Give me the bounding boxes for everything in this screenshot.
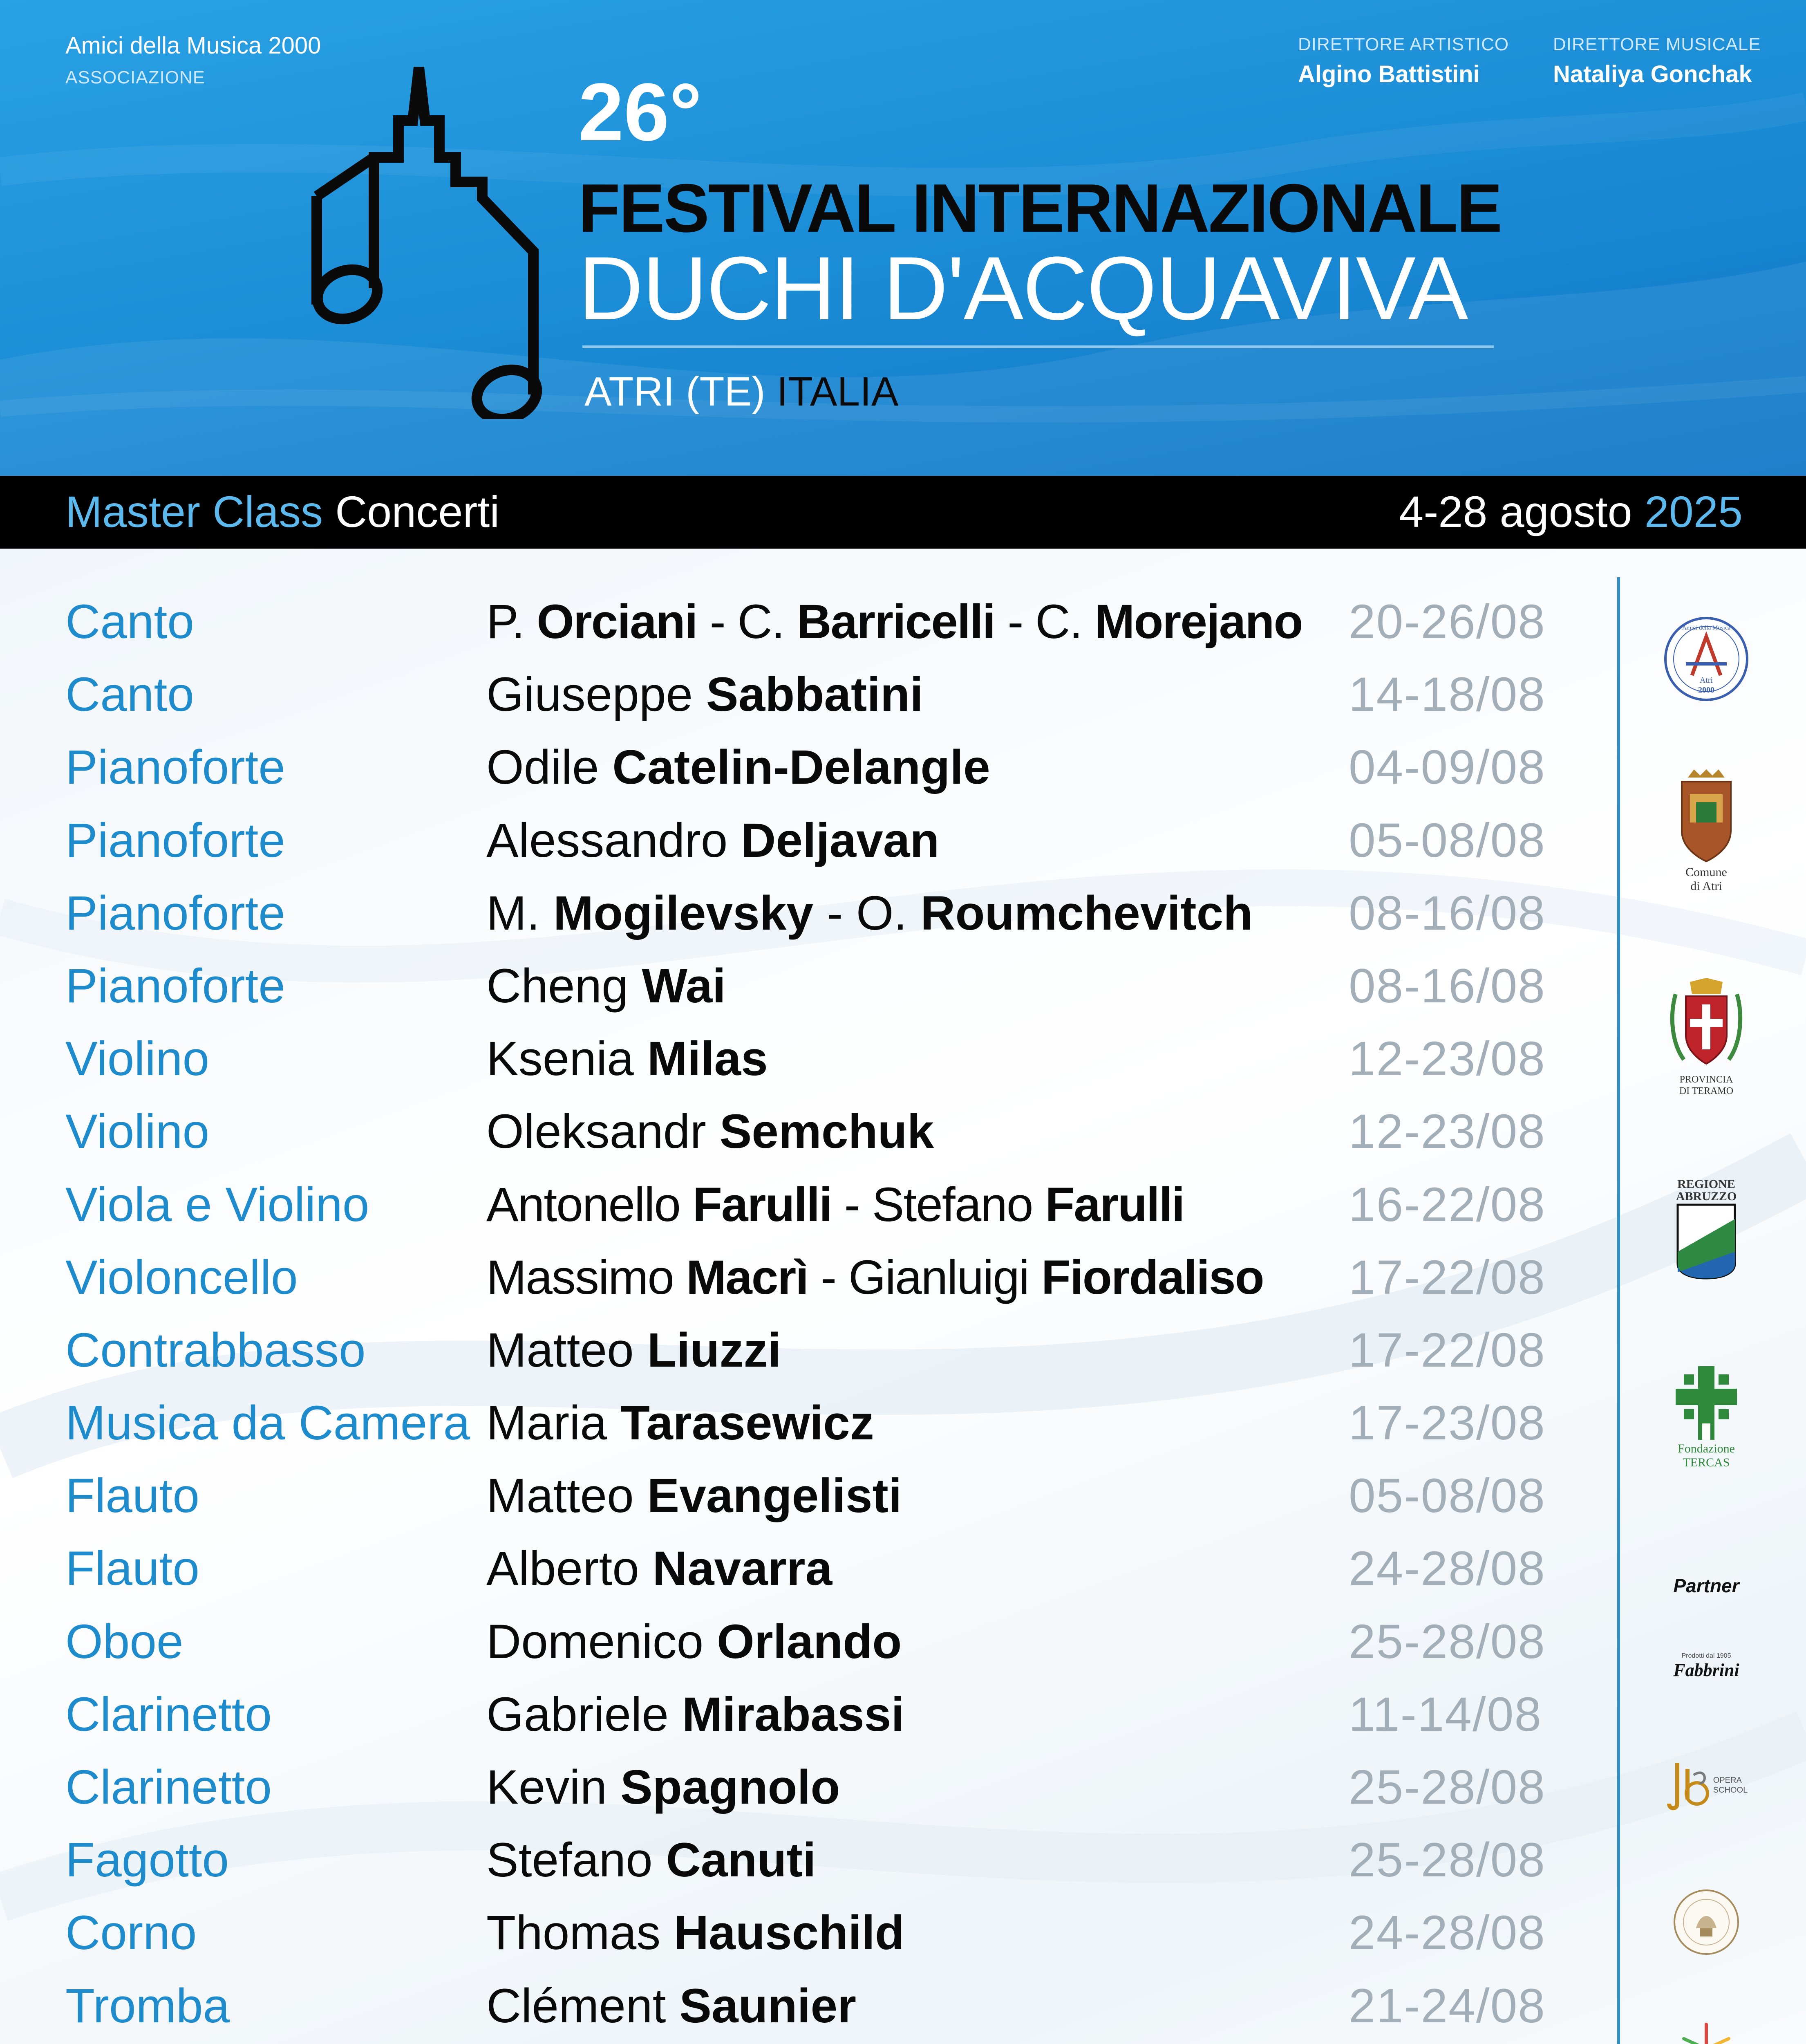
teacher-surname: Deljavan bbox=[741, 813, 940, 867]
teacher-surname: Farulli bbox=[1045, 1177, 1184, 1232]
teacher-name-prefix: - Gianluigi bbox=[808, 1250, 1041, 1304]
course-row bbox=[65, 1896, 1618, 1969]
course-row bbox=[65, 658, 1618, 731]
course-teacher bbox=[486, 1387, 874, 1459]
teacher-name-prefix: Kevin bbox=[486, 1760, 620, 1814]
provincia-caption-line1: PROVINCIA bbox=[1679, 1074, 1733, 1085]
course-dates: 24-28/08 bbox=[1349, 1906, 1546, 1960]
teacher-surname: Wai bbox=[642, 959, 726, 1013]
band-date-range: 4-28 agosto bbox=[1399, 487, 1632, 536]
course-instrument: Fagotto bbox=[65, 1833, 229, 1887]
title-festival-internazionale: FESTIVAL INTERNAZIONALE bbox=[578, 170, 1502, 247]
artistic-director-label: DIRETTORE ARTISTICO bbox=[1298, 34, 1509, 54]
course-instrument: Pianoforte bbox=[65, 959, 285, 1013]
sponsor-logos-column bbox=[1629, 549, 1784, 2044]
teacher-name-prefix: Antonello bbox=[486, 1177, 693, 1232]
association-name: Amici della Musica 2000 bbox=[65, 32, 321, 59]
course-teacher bbox=[486, 1314, 781, 1387]
teacher-name-prefix: Ksenia bbox=[486, 1032, 647, 1086]
course-dates: 21-24/08 bbox=[1349, 1979, 1546, 2033]
teacher-surname: Hauschild bbox=[674, 1906, 904, 1960]
course-teacher bbox=[486, 1241, 1264, 1314]
teacher-name-prefix: Clément bbox=[486, 1979, 680, 2033]
subtitle-band bbox=[0, 476, 1806, 549]
istituto-star-icon bbox=[1676, 2020, 1737, 2044]
teacher-surname: Saunier bbox=[679, 1979, 857, 2033]
course-instrument: Canto bbox=[65, 595, 194, 649]
regione-caption-line2: ABRUZZO bbox=[1676, 1190, 1737, 1203]
amici-text-top: Amici della Musica bbox=[1682, 625, 1731, 631]
amici-text-city: Atri bbox=[1699, 676, 1713, 685]
course-row bbox=[65, 1751, 1618, 1824]
teacher-surname: Liuzzi bbox=[647, 1323, 781, 1377]
logos-divider-line bbox=[1617, 577, 1620, 2044]
course-instrument: Flauto bbox=[65, 1469, 199, 1523]
teacher-name-prefix: P. bbox=[486, 595, 537, 649]
edition-number: 26° bbox=[578, 67, 702, 158]
course-instrument: Viola e Violino bbox=[65, 1177, 369, 1232]
logo-comune-di-atri bbox=[1629, 769, 1784, 893]
teacher-surname: Sabbatini bbox=[706, 668, 923, 722]
teacher-name-prefix: - C. bbox=[697, 595, 797, 649]
course-row bbox=[65, 1532, 1618, 1605]
course-teacher bbox=[486, 658, 923, 731]
course-instrument bbox=[65, 2042, 293, 2044]
teacher-surname: Canuti bbox=[666, 1833, 816, 1887]
course-row bbox=[65, 1678, 1618, 1751]
logo-opera-school bbox=[1629, 1759, 1784, 1814]
course-row bbox=[65, 1459, 1618, 1532]
amici-text-year: 2000 bbox=[1698, 686, 1714, 695]
teacher-surname: Evangelisti bbox=[647, 1469, 902, 1523]
course-list-section bbox=[0, 549, 1806, 2044]
comune-caption-line1: Comune bbox=[1685, 865, 1727, 879]
course-row bbox=[65, 1022, 1618, 1095]
course-teacher bbox=[486, 1970, 856, 2042]
course-row bbox=[65, 1314, 1618, 1387]
teacher-name-prefix: Matteo bbox=[486, 1469, 647, 1523]
teacher-surname: Semchuk bbox=[719, 1105, 934, 1159]
course-dates: 14-18/08 bbox=[1349, 668, 1546, 722]
partner-label-text: Partner bbox=[1673, 1575, 1739, 1596]
course-teacher bbox=[486, 1095, 934, 1168]
association-label: ASSOCIAZIONE bbox=[65, 67, 206, 87]
location bbox=[584, 369, 899, 415]
course-dates: 17-23/08 bbox=[1349, 1396, 1546, 1450]
music-director-name: Nataliya Gonchak bbox=[1553, 61, 1752, 87]
teacher-surname: Barricelli bbox=[797, 595, 995, 649]
teacher-surname: Spagnolo bbox=[620, 1760, 840, 1814]
logo-fondazione-tercas bbox=[1629, 1366, 1784, 1470]
teacher-name-prefix: M. bbox=[486, 886, 553, 940]
course-instrument: Canto bbox=[65, 668, 194, 722]
teacher-name-prefix: - Stefano bbox=[831, 1177, 1045, 1232]
course-instrument: Clarinetto bbox=[65, 1687, 272, 1741]
course-dates: 11-14/08 bbox=[1349, 1687, 1542, 1741]
course-instrument: Violoncello bbox=[65, 1250, 298, 1304]
course-row bbox=[65, 1824, 1618, 1896]
teacher-name-prefix: - C. bbox=[995, 595, 1095, 649]
course-row bbox=[65, 1241, 1618, 1314]
band-event-type bbox=[65, 487, 499, 536]
tercas-caption-line2: TERCAS bbox=[1683, 1456, 1730, 1469]
course-teacher bbox=[486, 585, 1302, 658]
teacher-name-prefix: Massimo bbox=[486, 1250, 686, 1304]
regione-caption-line1: REGIONE bbox=[1677, 1177, 1735, 1191]
teacher-name-prefix: Odile bbox=[486, 740, 613, 795]
artistic-director-name: Algino Battistini bbox=[1298, 61, 1480, 87]
comune-crest-icon bbox=[1676, 769, 1737, 863]
course-row bbox=[65, 1168, 1618, 1241]
band-dates bbox=[1399, 487, 1743, 536]
course-row bbox=[65, 1970, 1618, 2042]
course-teacher bbox=[486, 1751, 840, 1824]
fabbrini-name: Fabbrini bbox=[1673, 1660, 1739, 1680]
course-dates: 08-16/08 bbox=[1349, 959, 1546, 1013]
teacher-name-prefix: Stefano bbox=[486, 1833, 666, 1887]
teacher-name-prefix: Domenico bbox=[486, 1614, 717, 1669]
teacher-surname: Roumchevitch bbox=[920, 886, 1253, 940]
course-dates bbox=[1349, 2042, 1546, 2044]
course-dates: 24-28/08 bbox=[1349, 1542, 1546, 1596]
course-row bbox=[65, 731, 1618, 804]
band-year: 2025 bbox=[1644, 487, 1743, 536]
teacher-name-prefix: Alessandro bbox=[486, 813, 741, 867]
course-dates: 05-08/08 bbox=[1349, 813, 1546, 867]
course-instrument: Pianoforte bbox=[65, 740, 285, 795]
course-instrument: Oboe bbox=[65, 1614, 184, 1669]
course-dates: 05-08/08 bbox=[1349, 1469, 1546, 1523]
band-concerti: Concerti bbox=[335, 487, 500, 536]
course-teacher bbox=[486, 950, 726, 1022]
provincia-caption-line2: DI TERAMO bbox=[1679, 1086, 1734, 1096]
teacher-name-prefix: Maria bbox=[486, 1396, 620, 1450]
music-director-label: DIRETTORE MUSICALE bbox=[1553, 34, 1761, 54]
course-instrument: Tromba bbox=[65, 1979, 230, 2033]
course-dates: 12-23/08 bbox=[1349, 1105, 1546, 1159]
course-instrument: Musica da Camera bbox=[65, 1396, 470, 1450]
course-teacher bbox=[486, 2042, 854, 2044]
logo-istituto-comprensivo-atri bbox=[1629, 2020, 1784, 2044]
course-instrument: Clarinetto bbox=[65, 1760, 272, 1814]
course-teacher bbox=[486, 804, 940, 877]
teacher-name-prefix: Thomas bbox=[486, 1906, 674, 1960]
teacher-surname: Macrì bbox=[686, 1250, 808, 1304]
band-master-class: Master Class bbox=[65, 487, 323, 536]
course-instrument: Pianoforte bbox=[65, 886, 285, 940]
course-dates: 25-28/08 bbox=[1349, 1614, 1546, 1669]
logo-fabbrini bbox=[1629, 1652, 1784, 1681]
teacher-surname: Milas bbox=[647, 1032, 768, 1086]
course-instrument: Flauto bbox=[65, 1542, 199, 1596]
title-duchi-acquaviva: DUCHI D'ACQUAVIVA bbox=[578, 238, 1468, 338]
teacher-surname: Navarra bbox=[652, 1542, 833, 1596]
course-teacher bbox=[486, 1532, 832, 1605]
teacher-surname: Fiordaliso bbox=[1041, 1250, 1264, 1304]
teacher-name-prefix: - O. bbox=[813, 886, 921, 940]
course-row bbox=[65, 950, 1618, 1022]
header bbox=[0, 0, 1806, 476]
teacher-surname: Orciani bbox=[537, 595, 697, 649]
course-row bbox=[65, 804, 1618, 877]
course-teacher bbox=[486, 877, 1253, 950]
course-instrument: Contrabbasso bbox=[65, 1323, 366, 1377]
tercas-caption-line1: Fondazione bbox=[1678, 1442, 1735, 1455]
teacher-name-prefix: Matteo bbox=[486, 1323, 647, 1377]
course-row bbox=[65, 1605, 1618, 1678]
fabbrini-tagline: Prodotti dal 1905 bbox=[1681, 1652, 1731, 1659]
course-rows bbox=[65, 585, 1618, 2044]
course-row bbox=[65, 2042, 1618, 2044]
course-dates: 04-09/08 bbox=[1349, 740, 1546, 795]
teacher-name-prefix: Alberto bbox=[486, 1542, 653, 1596]
opera-school-icon bbox=[1665, 1759, 1710, 1812]
teacher-name-prefix: Oleksandr bbox=[486, 1105, 720, 1159]
comune-caption-line2: di Atri bbox=[1690, 879, 1722, 893]
seal-emblem-icon bbox=[1672, 1887, 1741, 1957]
logo-amici-della-musica bbox=[1629, 614, 1784, 706]
tercas-cross-icon bbox=[1676, 1366, 1737, 1440]
festival-music-note-tower-logo bbox=[300, 59, 546, 419]
course-dates: 17-22/08 bbox=[1349, 1250, 1546, 1304]
course-teacher bbox=[486, 731, 990, 804]
opera-caption-line2: SCHOOL bbox=[1713, 1786, 1748, 1795]
course-instrument: Violino bbox=[65, 1032, 210, 1086]
course-row bbox=[65, 877, 1618, 950]
teacher-surname: Catelin-Delangle bbox=[612, 740, 990, 795]
teacher-surname: Mirabassi bbox=[682, 1687, 905, 1741]
course-row bbox=[65, 1095, 1618, 1168]
partner-label bbox=[1629, 1575, 1784, 1597]
course-instrument: Corno bbox=[65, 1906, 197, 1960]
course-dates: 12-23/08 bbox=[1349, 1032, 1546, 1086]
course-dates: 17-22/08 bbox=[1349, 1323, 1546, 1377]
teacher-name-prefix: Cheng bbox=[486, 959, 642, 1013]
course-teacher bbox=[486, 1678, 904, 1751]
course-dates: 20-26/08 bbox=[1349, 595, 1546, 649]
amici-emblem-icon bbox=[1661, 614, 1751, 704]
location-country: ITALIA bbox=[777, 369, 899, 415]
course-teacher bbox=[486, 1896, 904, 1969]
logo-circular-seal bbox=[1629, 1887, 1784, 1959]
course-dates: 25-28/08 bbox=[1349, 1833, 1546, 1887]
course-dates: 16-22/08 bbox=[1349, 1177, 1546, 1232]
teacher-name-prefix: Gabriele bbox=[486, 1687, 682, 1741]
course-instrument: Violino bbox=[65, 1105, 210, 1159]
teacher-surname: Farulli bbox=[692, 1177, 832, 1232]
course-instrument: Pianoforte bbox=[65, 813, 285, 867]
course-dates: 08-16/08 bbox=[1349, 886, 1546, 940]
teacher-surname: Morejano bbox=[1094, 595, 1302, 649]
course-teacher bbox=[486, 1459, 902, 1532]
course-teacher bbox=[486, 1605, 902, 1678]
course-teacher bbox=[486, 1168, 1184, 1241]
title-underline bbox=[582, 345, 1494, 348]
opera-caption-line1: OPERA bbox=[1713, 1776, 1742, 1785]
course-row bbox=[65, 1387, 1618, 1459]
provincia-crest-icon bbox=[1667, 978, 1745, 1072]
regione-shield-icon bbox=[1676, 1203, 1737, 1280]
course-row bbox=[65, 585, 1618, 658]
course-teacher bbox=[486, 1022, 768, 1095]
location-city: ATRI (TE) bbox=[584, 369, 765, 415]
teacher-surname: Mogilevsky bbox=[553, 886, 814, 940]
logo-regione-abruzzo bbox=[1629, 1178, 1784, 1282]
course-dates: 25-28/08 bbox=[1349, 1760, 1546, 1814]
course-teacher bbox=[486, 1824, 816, 1896]
teacher-surname: Orlando bbox=[717, 1614, 902, 1669]
teacher-name-prefix: Giuseppe bbox=[486, 668, 706, 722]
logo-provincia-di-teramo bbox=[1629, 978, 1784, 1097]
teacher-surname: Tarasewicz bbox=[620, 1396, 874, 1450]
